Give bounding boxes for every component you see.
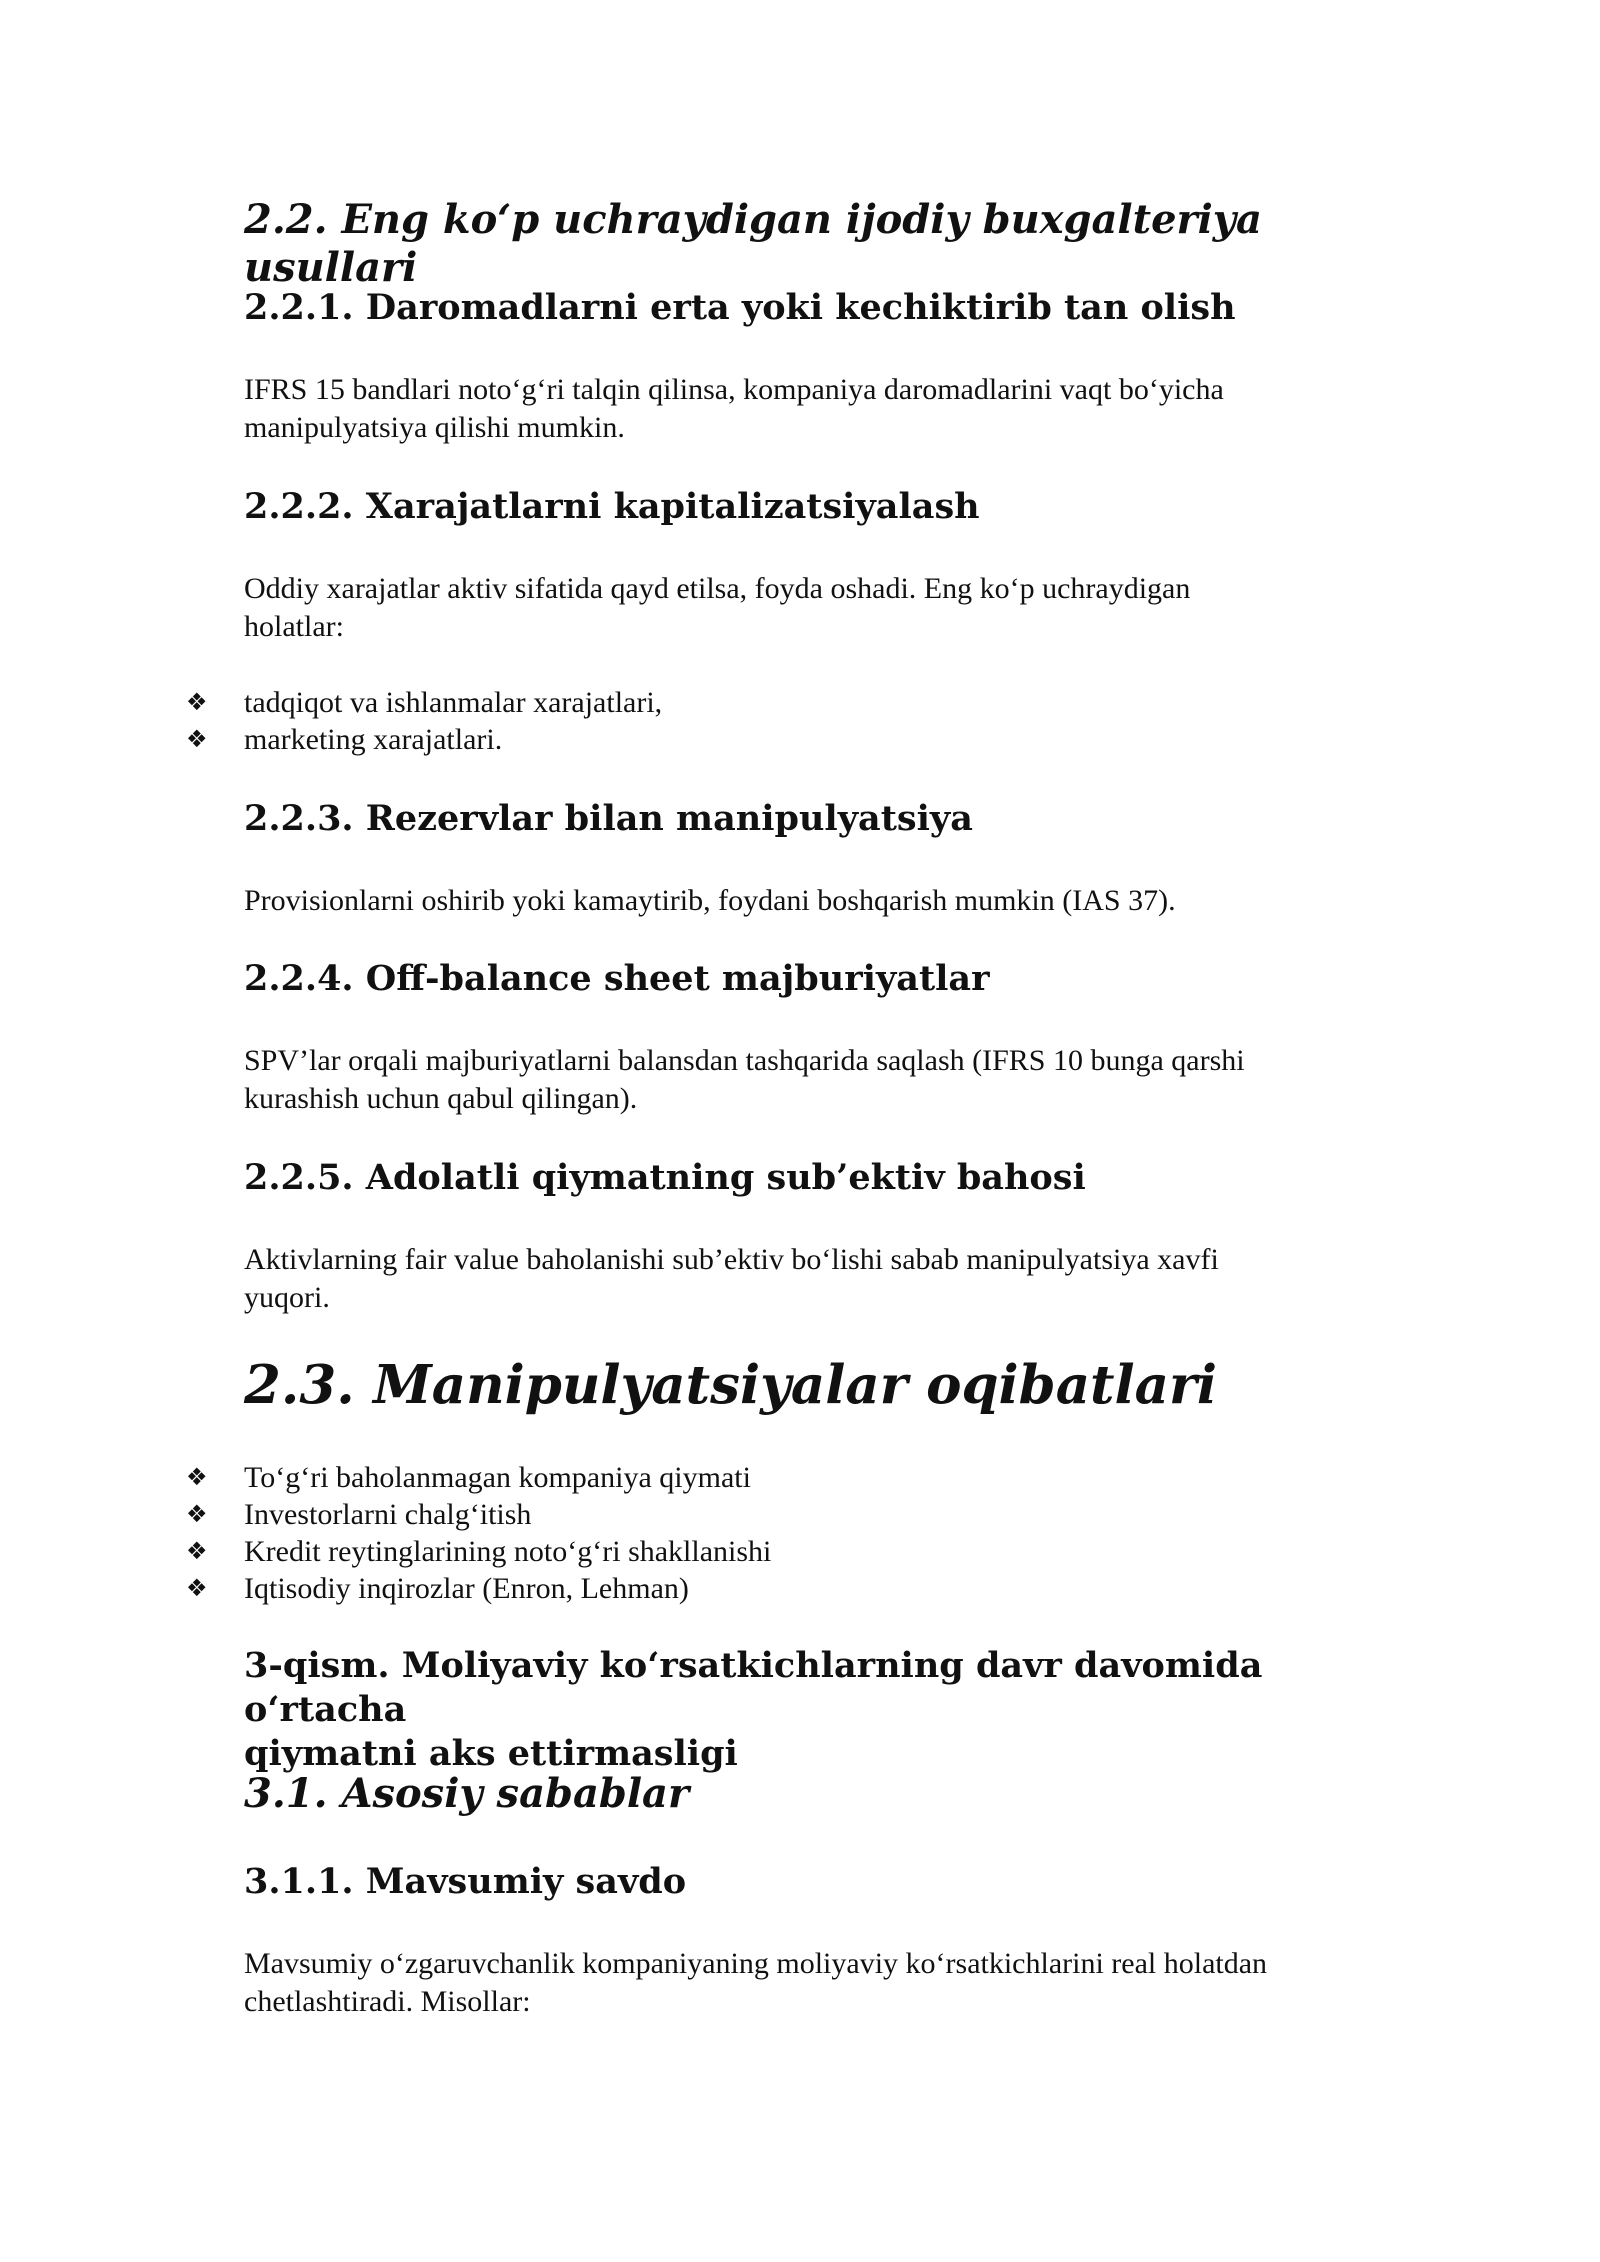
subsection-2-2-1-heading: 2.2.1. Daromadlarni erta yoki kechiktirib tan olish [244, 287, 1236, 328]
list-item [186, 684, 662, 721]
subsection-2-2-2-heading: 2.2.2. Xarajatlarni kapitalizatsiyalash [244, 486, 980, 527]
list-item [186, 1533, 771, 1570]
bullet-icon: ❖ [186, 725, 208, 753]
section-3-1-heading: 3.1. Asosiy sabablar [244, 1770, 690, 1817]
section-2-2-heading: 2.2. Eng ko‘p uchraydigan ijodiy buxgalteriya usullari [244, 196, 1262, 291]
bullet-icon: ❖ [186, 1574, 208, 1602]
paragraph-line: Provisionlarni oshirib yoki kamaytirib, foydani boshqarish mumkin (IAS 37). [244, 884, 1176, 917]
list-item-text: To‘g‘ri baholanmagan kompaniya qiymati [244, 1461, 751, 1494]
list-item [186, 1496, 771, 1533]
part-3-heading [244, 1644, 1394, 1776]
paragraph-line: Mavsumiy o‘zgaruvchanlik kompaniyaning moliyaviy ko‘rsatkichlarini real holatdan [244, 1947, 1268, 1980]
section-2-3-heading: 2.3. Manipulyatsiyalar oqibatlari [244, 1354, 1218, 1416]
list-item-text: marketing xarajatlari. [244, 723, 503, 756]
bullet-list-2-3 [186, 1459, 771, 1607]
list-item [186, 1570, 771, 1607]
paragraph-2-2-3 [244, 882, 1394, 920]
paragraph-line: IFRS 15 bandlari noto‘g‘ri talqin qilinsa, kompaniya daromadlarini vaqt bo‘yicha [244, 373, 1224, 406]
paragraph-line: kurashish uchun qabul qilingan). [244, 1082, 638, 1115]
bullet-icon: ❖ [186, 1537, 208, 1565]
subsection-2-2-4-heading: 2.2.4. Off-balance sheet majburiyatlar [244, 958, 990, 999]
heading-line: 3-qism. Moliyaviy ko‘rsatkichlarning davr davomida o‘rtacha [244, 1645, 1263, 1730]
paragraph-2-2-5 [244, 1241, 1394, 1317]
paragraph-line: manipulyatsiya qilishi mumkin. [244, 411, 625, 444]
paragraph-line: Oddiy xarajatlar aktiv sifatida qayd etilsa, foyda oshadi. Eng ko‘p uchraydigan [244, 572, 1191, 605]
paragraph-line: Aktivlarning fair value baholanishi sub’ektiv bo‘lishi sabab manipulyatsiya xavfi [244, 1243, 1219, 1276]
paragraph-3-1-1 [244, 1945, 1394, 2021]
list-item [186, 721, 662, 758]
bullet-icon: ❖ [186, 688, 208, 716]
paragraph-line: yuqori. [244, 1281, 330, 1314]
list-item-text: Iqtisodiy inqirozlar (Enron, Lehman) [244, 1572, 689, 1605]
paragraph-2-2-2 [244, 570, 1394, 646]
bullet-icon: ❖ [186, 1463, 208, 1491]
paragraph-2-2-1 [244, 371, 1394, 447]
list-item-text: Investorlarni chalg‘itish [244, 1498, 532, 1531]
paragraph-line: holatlar: [244, 610, 344, 643]
paragraph-line: SPV’lar orqali majburiyatlarni balansdan tashqarida saqlash (IFRS 10 bunga qarshi [244, 1044, 1245, 1077]
heading-line: qiymatni aks ettirmasligi [244, 1733, 738, 1774]
list-item-text: tadqiqot va ishlanmalar xarajatlari, [244, 686, 663, 719]
subsection-2-2-3-heading: 2.2.3. Rezervlar bilan manipulyatsiya [244, 798, 973, 839]
list-item-text: Kredit reytinglarining noto‘g‘ri shakllanishi [244, 1535, 772, 1568]
bullet-icon: ❖ [186, 1500, 208, 1528]
bullet-list-2-2-2 [186, 684, 662, 758]
subsection-2-2-5-heading: 2.2.5. Adolatli qiymatning sub’ektiv bahosi [244, 1157, 1086, 1198]
subsection-3-1-1-heading: 3.1.1. Mavsumiy savdo [244, 1861, 687, 1902]
list-item [186, 1459, 771, 1496]
paragraph-line: chetlashtiradi. Misollar: [244, 1985, 531, 2018]
paragraph-2-2-4 [244, 1042, 1394, 1118]
